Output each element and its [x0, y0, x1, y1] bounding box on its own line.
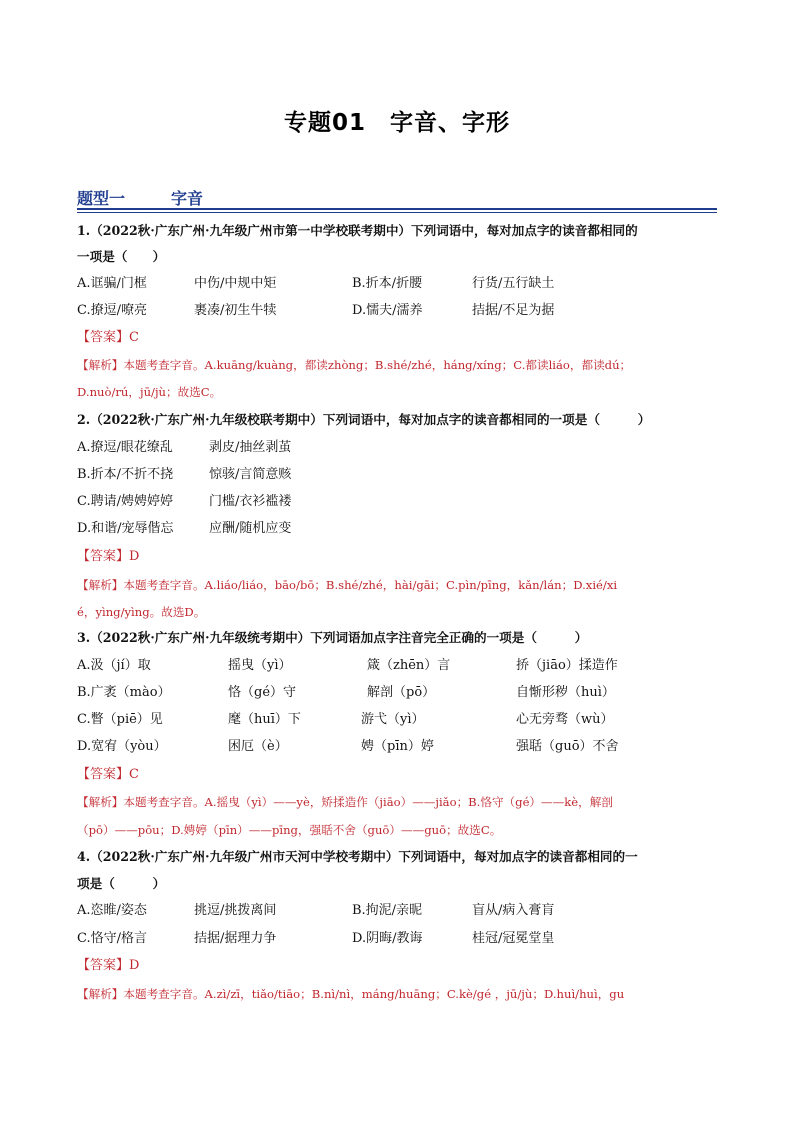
- page-title: 专题01 字音、字形: [283, 110, 510, 136]
- q4-option-d2: 桂冠/冠冕堂皇: [472, 931, 555, 946]
- q4-option-c: C.恪守/格言: [77, 931, 147, 946]
- q4-option-d: D.阴晦/教诲: [352, 931, 423, 946]
- q2-option-c2: 门槛/衣衫褴褛: [209, 494, 292, 509]
- q3-option-c4: 心无旁骛（wù）: [516, 712, 614, 727]
- q1-option-d2: 拮据/不足为据: [472, 303, 555, 318]
- q3-option-d1: D.宽宥（yòu）: [77, 739, 167, 754]
- q4-option-a: A.恣睢/姿态: [77, 903, 147, 918]
- q3-option-b1: B.广袤（mào）: [77, 685, 171, 700]
- q3-option-a1: A.汲（jí）取: [77, 658, 151, 673]
- q3-option-a2: 摇曳（yì）: [228, 658, 292, 673]
- q3-option-d3: 娉（pīn）婷: [361, 739, 434, 754]
- section-header: [77, 186, 717, 208]
- q2-analysis-cont: é，yìng/yìng。故选D。: [77, 605, 206, 619]
- q3-option-a4: 挢（jiāo）揉造作: [516, 658, 618, 673]
- q3-option-c2: 麾（huī）下: [228, 712, 301, 727]
- q3-answer: 【答案】C: [77, 767, 139, 782]
- q3-option-b2: 恪（gé）守: [228, 685, 297, 700]
- q1-option-b: B.折本/折腰: [352, 276, 423, 291]
- q3-option-c1: C.瞥（piē）见: [77, 712, 163, 727]
- q4-option-b2: 盲从/病入膏肓: [472, 903, 555, 918]
- q1-option-c: C.撩逗/嘹亮: [77, 303, 147, 318]
- q3-option-a3: 箴（zhēn）言: [367, 658, 451, 673]
- q2-answer: 【答案】D: [77, 549, 140, 564]
- q4-option-a2: 挑逗/挑拨离间: [194, 903, 277, 918]
- question-4-stem: 4.（2022秋·广东广州·九年级广州市天河中学校考期中）下列词语中，每对加点字的读音都相同的一: [77, 849, 638, 864]
- q1-option-a: A.诓骗/门框: [77, 276, 147, 291]
- q2-option-d: D.和谐/宠辱偕忘: [77, 521, 174, 536]
- q3-option-d4: 强聒（guō）不舍: [516, 739, 619, 754]
- q4-answer: 【答案】D: [77, 958, 140, 973]
- section-label: 题型一: [77, 189, 126, 208]
- q4-option-b: B.拘泥/亲昵: [352, 903, 423, 918]
- question-1-stem: 1.（2022秋·广东广州·九年级广州市第一中学校联考期中）下列词语中，每对加点字的读音都相同的: [77, 223, 638, 238]
- q2-option-a2: 剥皮/抽丝剥茧: [209, 440, 292, 455]
- q3-option-c3: 游弋（yì）: [361, 712, 425, 727]
- question-3-stem: 3.（2022秋·广东广州·九年级统考期中）下列词语加点字注音完全正确的一项是（ ）: [77, 630, 588, 645]
- q2-option-b: B.折本/不折不挠: [77, 467, 174, 482]
- section-topic: 字音: [171, 189, 204, 208]
- q1-answer: 【答案】C: [77, 330, 139, 345]
- q3-analysis: 【解析】本题考查字音。A.摇曳（yì）——yè，矫揉造作（jiāo）——jiǎo；B.恪守（gé）——kè，解剖: [77, 795, 613, 809]
- q2-option-d2: 应酬/随机应变: [209, 521, 292, 536]
- q3-option-d2: 困厄（è）: [228, 739, 288, 754]
- q3-analysis-cont: （pō）——pōu；D.娉婷（pīn）——pīng，强聒不舍（guō）——guō；故选C。: [77, 823, 502, 837]
- q1-option-a2: 中伤/中规中矩: [194, 276, 277, 291]
- q3-option-b3: 解剖（pō）: [367, 685, 436, 700]
- q2-option-a: A.撩逗/眼花缭乱: [77, 440, 173, 455]
- q1-option-c2: 裹凑/初生牛犊: [194, 303, 277, 318]
- q1-option-d: D.懦夫/濡养: [352, 303, 423, 318]
- section-rule-thin: [77, 212, 717, 213]
- section-rule: [77, 208, 717, 210]
- q2-option-b2: 惊骇/言简意赅: [209, 467, 292, 482]
- q4-analysis: 【解析】本题考查字音。A.zì/zī，tiǎo/tiāo；B.nì/nì，máng/huāng；C.kè/gé ，jū/jù；D.huì/huì，gu: [77, 987, 625, 1001]
- question-2-stem: 2.（2022秋·广东广州·九年级校联考期中）下列词语中，每对加点字的读音都相同的一项是（ ）: [77, 412, 651, 427]
- q3-option-b4: 自惭形秽（huì）: [516, 685, 615, 700]
- q4-option-c2: 拮据/据理力争: [194, 931, 277, 946]
- q2-option-c: C.聘请/娉娉婷婷: [77, 494, 173, 509]
- q1-analysis: 【解析】本题考查字音。A.kuāng/kuàng，都读zhòng；B.shé/zhé，háng/xíng；C.都读liáo，都读dú；: [77, 358, 632, 372]
- q1-option-b2: 行货/五行缺土: [472, 276, 555, 291]
- question-1-stem-cont: 一项是（ ）: [77, 249, 166, 264]
- q1-analysis-cont: D.nuò/rú，jū/jù；故选C。: [77, 385, 222, 399]
- q2-analysis: 【解析】本题考查字音。A.liáo/liáo，bāo/bō；B.shé/zhé，hài/gāi；C.pìn/pīng，kǎn/lán；D.xié/xi: [77, 578, 618, 592]
- question-4-stem-cont: 项是（ ）: [77, 876, 166, 891]
